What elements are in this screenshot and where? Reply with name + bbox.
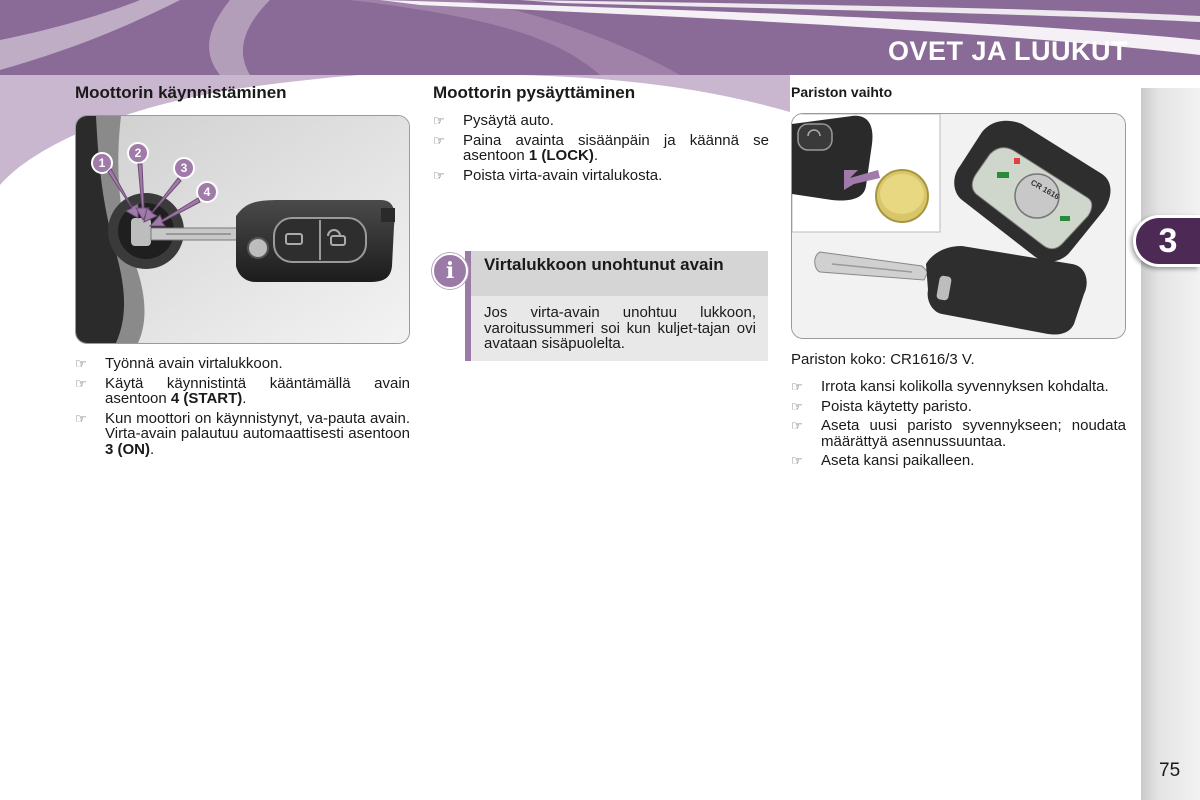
pointing-hand-icon: ☞ — [433, 113, 445, 128]
stop-steps-list — [433, 113, 769, 183]
section-engine-start — [75, 82, 410, 461]
start-steps-list — [75, 356, 410, 457]
list-item: ☞ Kun moottori on käynnistynyt, va-pauta avain. Virta-avain palautuu automaattisesti asentoon 3 (ON). — [75, 409, 410, 458]
pointing-hand-icon: ☞ — [433, 167, 445, 183]
svg-text:2: 2 — [134, 146, 142, 160]
pointing-hand-icon: ☞ — [75, 356, 87, 371]
ignition-key-icon — [76, 116, 409, 343]
pointing-hand-icon: ☞ — [791, 453, 803, 468]
svg-text:4: 4 — [203, 185, 211, 199]
list-item: ☞ Aseta kansi paikalleen. — [791, 452, 975, 469]
pointing-hand-icon: ☞ — [791, 379, 803, 394]
ignition-figure — [75, 115, 410, 344]
section-heading: Moottorin pysäyttäminen — [433, 83, 636, 102]
key-fob-battery-icon — [792, 114, 1125, 338]
page-number: 75 — [1159, 760, 1181, 781]
info-text: Jos virta-avain unohtuu lukkoon, varoitussummeri soi kun kuljet-tajan ovi avataan sisäpuolelta. — [484, 304, 756, 352]
list-item: ☞ Pysäytä auto. — [433, 112, 554, 129]
list-item: ☞ Paina avainta sisäänpäin ja käännä se asentoon 1 (LOCK). — [433, 131, 769, 164]
pointing-hand-icon: ☞ — [75, 375, 87, 391]
battery-steps-list — [791, 379, 1126, 469]
battery-label: CR 1616 — [1029, 177, 1061, 202]
section-engine-stop — [433, 82, 769, 187]
pointing-hand-icon: ☞ — [791, 418, 803, 433]
section-battery-replacement — [791, 82, 1126, 473]
section-heading: Moottorin käynnistäminen — [75, 83, 287, 102]
svg-text:1: 1 — [98, 156, 106, 170]
sidebar-strip — [1141, 88, 1200, 800]
pointing-hand-icon: ☞ — [75, 410, 87, 426]
info-icon: i — [432, 253, 468, 289]
list-item: ☞ Poista käytetty paristo. — [791, 397, 972, 415]
list-item: ☞ Poista virta-avain virtalukosta. — [433, 166, 663, 184]
battery-figure — [791, 113, 1126, 339]
pointing-hand-icon: ☞ — [791, 398, 803, 414]
list-item: ☞ Työnnä avain virtalukkoon. — [75, 355, 283, 372]
info-title: Virtalukkoon unohtunut avain — [484, 255, 724, 274]
battery-size: Pariston koko: CR1616/3 V. — [791, 351, 975, 368]
chapter-title: OVET JA LUUKUT — [887, 36, 1128, 66]
list-item: ☞ Irrota kansi kolikolla syvennyksen kohdalta. — [791, 378, 1109, 395]
list-item: ☞ Aseta uusi paristo syvennykseen; noudata määrättyä asennussuuntaa. — [791, 417, 1126, 450]
chapter-tab[interactable]: 3 — [1133, 215, 1200, 267]
svg-text:3: 3 — [180, 161, 188, 175]
section-heading: Pariston vaihto — [791, 84, 893, 100]
list-item: ☞ Käytä käynnistintä kääntämällä avain asentoon 4 (START). — [75, 374, 410, 407]
pointing-hand-icon: ☞ — [433, 132, 445, 148]
